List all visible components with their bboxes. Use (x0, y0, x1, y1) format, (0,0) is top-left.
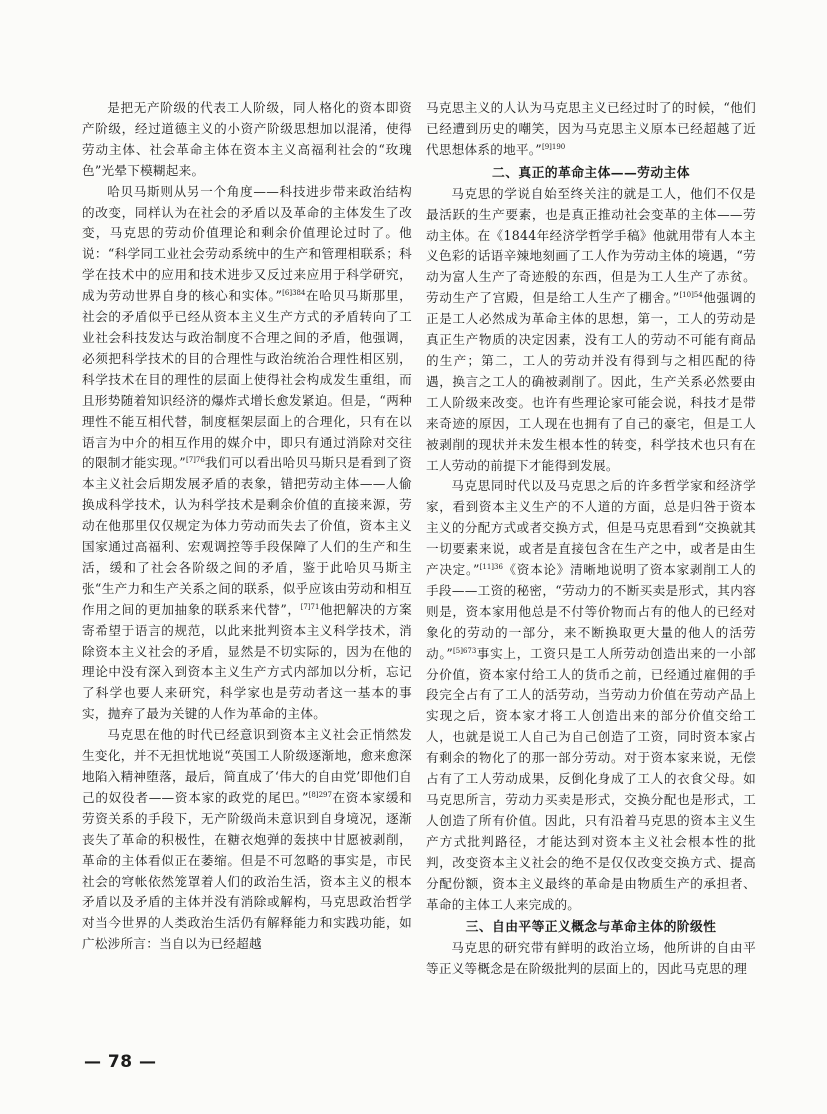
citation-mark: [5]673 (453, 646, 477, 655)
citation-mark: [6]384 (282, 288, 306, 297)
text-run: 马克思同时代以及马克思之后的许多哲学家和经济学家，看到资本主义生产的不人道的方面，总是归咎于资本主义的分配方式或者交换方式，但是马克思看到“交换就其一切要素来说，或者是直接包含在生产之中，或者是由生产决定。” (426, 478, 756, 578)
text-run: 在哈贝马斯那里，社会的矛盾似乎已经从资本主义生产方式的矛盾转向了工业社会科技发达与政治制度不合理之间的矛盾，他强调，必须把科学技术的目的合理性与政治统治合理性相区别，科学技术在目的理性的层面上使得社会构成发生重组，而且形势随着知识经济的爆炸式增长愈发紧迫。但是，“两种理性不能互相代替，制度框架层面上的合理化，只有在以语言为中介的相互作用的媒介中，即只有通过消除对交往的限制才能实现。” (82, 288, 413, 471)
text-run: 是把无产阶级的代表工人阶级，同人格化的资本即资产阶级，经过道德主义的小资产阶级思想加以混淆，使得劳动主体、社会革命主体在资本主义高福利社会的“玫瑰色”光晕下模糊起来。 (82, 100, 412, 178)
citation-mark: [7]76 (185, 456, 205, 465)
page-number: — 78 — (84, 1052, 157, 1072)
text-run: 我们可以看出哈贝马斯只是看到了资本主义社会后期发展矛盾的表象，错把劳动主体——人偷换成科学技术，认为科学技术是剩余价值的直接来源，劳动在他那里仅仅规定为体力劳动而失去了价值，资本主义国家通过高福利、宏观调控等手段保障了人们的生产和生活，缓和了社会各阶级之间的矛盾，鉴于此哈贝马斯主张“生产力和生产关系之间的联系，似乎应该由劳动和相互作用之间的更加抽象的联系来代替”， (82, 455, 412, 617)
text-run: 《资本论》清晰地说明了资本家剥削工人的手段——工资的秘密，“劳动力的不断买卖是形式，其内容则是，资本家用他总是不付等价物而占有的他人的已经对象化的劳动的一部分，来不断换取更大量的他人的活劳动。” (426, 562, 757, 661)
paragraph (82, 182, 412, 726)
text-run: 哈贝马斯则从另一个角度——科技进步带来政治结构的改变，同样认为在社会的矛盾以及革命的主体发生了改变，马克思的劳动价值理论和剩余价值理论过时了。他说：“科学同工业社会劳动系统中的生产和管理相联系；科学在技术中的应用和技术进步又反过来应用于科学研究，成为劳动世界自身的核心和实体。” (82, 183, 412, 304)
text-run: 马克思主义的人认为马克思主义已经过时了的时候，“他们已经遭到历史的嘲笑，因为马克思主义原本已经超越了近代思想体系的地平。” (426, 100, 756, 157)
paragraph (426, 184, 756, 477)
section-heading: 三、自由平等正义概念与革命主体的阶级性 (465, 920, 717, 936)
paragraph (426, 98, 756, 161)
section-heading: 二、真正的革命主体——劳动主体 (492, 165, 690, 181)
citation-mark: [9]190 (541, 142, 566, 151)
left-column (82, 98, 412, 955)
text-run: 在资本家缓和劳资关系的手段下，无产阶级尚未意识到自身境况，逐渐丧失了革命的积极性，在糖衣炮弹的轰挟中甘愿被剥削，革命的主体看似正在萎缩。但是不可忽略的事实是，市民社会的穹帐依然笼罩着人们的政治生活，资本主义的根本矛盾以及矛盾的主体并没有消除或解构，马克思政治哲学对当今世界的人类政治生活仍有解释能力和实践功能，如广松涉所言：当自以为已经超越 (82, 789, 413, 952)
paragraph (82, 98, 412, 182)
text-run: 他强调的正是工人必然成为革命主体的思想，第一，工人的劳动是真正生产物质的决定因素，没有工人的劳动不可能有商品的生产；第二，工人的劳动并没有得到与之相匹配的待遇，换言之工人的确被剥削了。因此，生产关系必然要由工人阶级来改变。也许有些理论家可能会说，科技才是带来奇迹的原因，工人现在也拥有了自己的豪宅，但是工人被剥削的现状并未发生根本性的转变，科学技术也只有在工人劳动的前提下才能得到发展。 (426, 290, 757, 473)
text-run: 事实上，工资只是工人所劳动创造出来的一小部分价值，资本家付给工人的货币之前，已经通过雇佣的手段完全占有了工人的活劳动，当劳动力价值在劳动产品上实现之后，资本家才将工人创造出来的部分价值交给工人，也就是说工人自己为自己创造了工资，同时资本家占有剩余的物化了的那一部分劳动。对于资本家来说，无偿占有了工人劳动成果，反倒化身成了工人的衣食父母。如马克思所言，劳动力买卖是形式，交换分配也是形式，工人创造了所有价值。因此，只有沿着马克思的资本主义生产方式批判路径，才能达到对资本主义社会根本性的批判，改变资本主义社会的绝不是仅仅改变交换方式、提高分配份额，资本主义最终的革命是由物质生产的承担者、革命的主体工人来完成的。 (426, 645, 757, 912)
right-column (426, 98, 756, 980)
text-run: 他把解决的方案寄希望于语言的规范，以此来批判资本主义科学技术，消除资本主义社会的矛盾，显然是不切实际的，因为在他的理论中没有深入到资本主义生产方式内部加以分析，忘记了科学也要人来研究，科学家也是劳动者这一基本的事实，抛弃了最为关键的人作为革命的主体。 (82, 601, 412, 722)
text-run: 马克思在他的时代已经意识到资本主义社会正悄然发生变化，并不无担忧地说“英国工人阶级逐渐地，愈来愈深地陷入精神堕落，最后，简直成了‘伟大的自由党’即他们自己的奴役者——资本家的政党的尾巴。” (82, 727, 412, 805)
citation-mark: [11]36 (479, 562, 503, 571)
citation-mark: [10]54 (679, 291, 703, 300)
text-run: 马克思的研究带有鲜明的政治立场，他所讲的自由平等正义等概念是在阶级批判的层面上的，因此马克思的理 (426, 940, 756, 977)
citation-mark: [7]71 (300, 602, 320, 611)
citation-mark: [8]297 (308, 790, 332, 799)
paragraph (426, 938, 756, 980)
paragraph (426, 476, 756, 915)
paragraph (82, 725, 412, 955)
text-run: 马克思的学说自始至终关注的就是工人，他们不仅是最活跃的生产要素，也是真正推动社会变革的主体——劳动主体。在《1844年经济学哲学手稿》他就用带有人本主义色彩的话语辛辣地刻画了工人作为劳动主体的境遇，“劳动为富人生产了奇迹般的东西，但是为工人生产了赤贫。劳动生产了宫殿，但是给工人生产了棚舍。” (426, 185, 756, 306)
